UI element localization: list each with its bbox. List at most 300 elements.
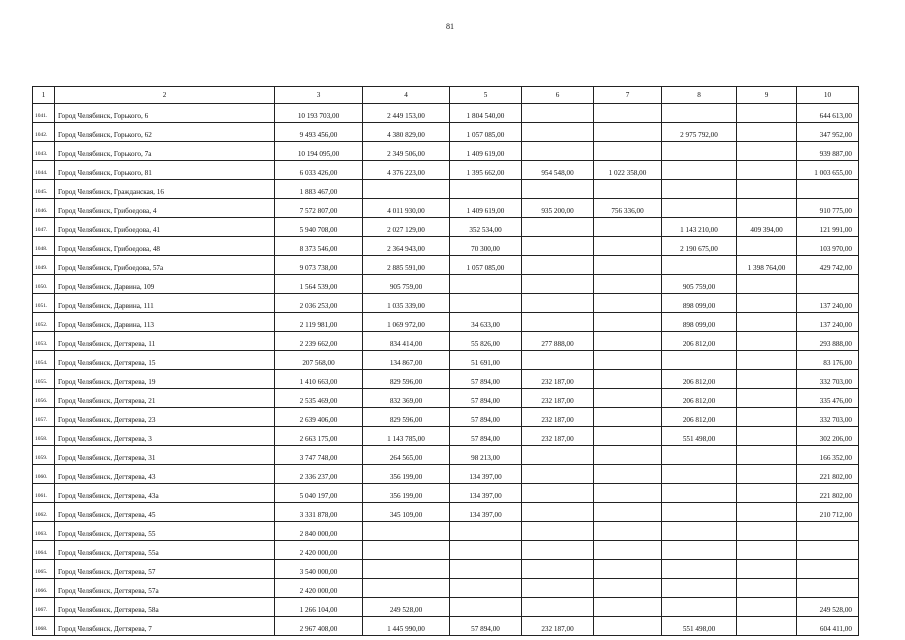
amount-cell [737, 465, 797, 484]
address-cell: Город Челябинск, Грибоедова, 41 [55, 218, 275, 237]
address-cell: Город Челябинск, Дегтярева, 58а [55, 598, 275, 617]
amount-cell: 134 867,00 [363, 351, 450, 370]
amount-cell: 2 420 000,00 [275, 541, 363, 560]
row-number-cell: 1050. [33, 275, 55, 294]
amount-cell: 221 802,00 [797, 484, 859, 503]
column-header-10: 10 [797, 87, 859, 104]
table-row [33, 256, 859, 275]
amount-cell: 103 970,00 [797, 237, 859, 256]
amount-cell: 2 190 675,00 [662, 237, 737, 256]
amount-cell [662, 180, 737, 199]
amount-cell [594, 180, 662, 199]
row-number-cell: 1054. [33, 351, 55, 370]
amount-cell: 2 885 591,00 [363, 256, 450, 275]
amount-cell [797, 579, 859, 598]
amount-cell: 2 420 000,00 [275, 579, 363, 598]
amount-cell: 264 565,00 [363, 446, 450, 465]
row-number-cell: 1045. [33, 180, 55, 199]
table-row [33, 218, 859, 237]
amount-cell: 829 596,00 [363, 370, 450, 389]
amount-cell [797, 560, 859, 579]
address-cell: Город Челябинск, Дегтярева, 15 [55, 351, 275, 370]
row-number-cell: 1067. [33, 598, 55, 617]
amount-cell [737, 275, 797, 294]
amount-cell: 121 991,00 [797, 218, 859, 237]
page-number: 81 [446, 22, 454, 31]
amount-cell [737, 370, 797, 389]
amount-cell [737, 541, 797, 560]
amount-cell: 1 409 619,00 [450, 142, 522, 161]
amount-cell [522, 522, 594, 541]
address-cell: Город Челябинск, Дегтярева, 45 [55, 503, 275, 522]
row-number-cell: 1043. [33, 142, 55, 161]
amount-cell: 1 410 663,00 [275, 370, 363, 389]
amount-cell [594, 123, 662, 142]
amount-cell [522, 351, 594, 370]
column-header-9: 9 [737, 87, 797, 104]
amount-cell: 206 812,00 [662, 370, 737, 389]
amount-cell [363, 180, 450, 199]
row-number-cell: 1059. [33, 446, 55, 465]
amount-cell: 210 712,00 [797, 503, 859, 522]
amount-cell: 898 099,00 [662, 313, 737, 332]
amount-cell [522, 598, 594, 617]
amount-cell [662, 104, 737, 123]
amount-cell: 2 119 981,00 [275, 313, 363, 332]
table-row [33, 142, 859, 161]
table-row [33, 579, 859, 598]
address-cell: Город Челябинск, Дегтярева, 31 [55, 446, 275, 465]
amount-cell: 2 663 175,00 [275, 427, 363, 446]
address-cell: Город Челябинск, Грибоедова, 57а [55, 256, 275, 275]
amount-cell [662, 446, 737, 465]
table-row [33, 332, 859, 351]
amount-cell [737, 560, 797, 579]
amount-cell: 1 022 358,00 [594, 161, 662, 180]
amount-cell: 2 449 153,00 [363, 104, 450, 123]
row-number-cell: 1063. [33, 522, 55, 541]
amount-cell [662, 142, 737, 161]
amount-cell [522, 237, 594, 256]
table-row [33, 484, 859, 503]
amount-cell: 898 099,00 [662, 294, 737, 313]
amount-cell: 1 445 990,00 [363, 617, 450, 636]
amount-cell: 332 703,00 [797, 370, 859, 389]
amount-cell [450, 180, 522, 199]
address-cell: Город Челябинск, Дегтярева, 7 [55, 617, 275, 636]
amount-cell [363, 579, 450, 598]
amount-cell [737, 598, 797, 617]
amount-cell [737, 579, 797, 598]
amount-cell: 134 397,00 [450, 503, 522, 522]
amount-cell [594, 389, 662, 408]
table-row [33, 503, 859, 522]
row-number-cell: 1065. [33, 560, 55, 579]
table-row [33, 123, 859, 142]
column-header-4: 4 [363, 87, 450, 104]
amount-cell [662, 598, 737, 617]
table-row [33, 465, 859, 484]
amount-cell [662, 579, 737, 598]
amount-cell: 5 940 708,00 [275, 218, 363, 237]
address-cell: Город Челябинск, Дарвина, 109 [55, 275, 275, 294]
amount-cell: 829 596,00 [363, 408, 450, 427]
amount-cell [594, 598, 662, 617]
amount-cell: 2 967 408,00 [275, 617, 363, 636]
amount-cell [662, 351, 737, 370]
amount-cell: 345 109,00 [363, 503, 450, 522]
row-number-cell: 1066. [33, 579, 55, 598]
table-row [33, 237, 859, 256]
amount-cell [522, 275, 594, 294]
amount-cell: 9 073 738,00 [275, 256, 363, 275]
amount-cell [522, 465, 594, 484]
amount-cell: 4 380 829,00 [363, 123, 450, 142]
amount-cell [737, 123, 797, 142]
row-number-cell: 1058. [33, 427, 55, 446]
amount-cell [594, 237, 662, 256]
amount-cell: 2 639 406,00 [275, 408, 363, 427]
amount-cell [522, 484, 594, 503]
row-number-cell: 1053. [33, 332, 55, 351]
row-number-cell: 1068. [33, 617, 55, 636]
table-row [33, 161, 859, 180]
amount-cell [737, 446, 797, 465]
column-header-5: 5 [450, 87, 522, 104]
table-body [33, 104, 859, 636]
table-row [33, 446, 859, 465]
amount-cell: 249 528,00 [797, 598, 859, 617]
amount-cell [737, 237, 797, 256]
amount-cell: 756 336,00 [594, 199, 662, 218]
address-cell: Город Челябинск, Дегтярева, 55а [55, 541, 275, 560]
amount-cell [594, 446, 662, 465]
address-cell: Город Челябинск, Дегтярева, 11 [55, 332, 275, 351]
amount-cell [737, 484, 797, 503]
row-number-cell: 1057. [33, 408, 55, 427]
column-header-2: 2 [55, 87, 275, 104]
amount-cell [450, 294, 522, 313]
amount-cell [662, 256, 737, 275]
amount-cell [363, 522, 450, 541]
row-number-cell: 1042. [33, 123, 55, 142]
amount-cell [737, 199, 797, 218]
row-number-cell: 1052. [33, 313, 55, 332]
table-row [33, 104, 859, 123]
amount-cell [737, 427, 797, 446]
amount-cell [363, 541, 450, 560]
amount-cell [594, 427, 662, 446]
amount-cell [737, 617, 797, 636]
address-cell: Город Челябинск, Горького, 81 [55, 161, 275, 180]
amount-cell: 1 143 210,00 [662, 218, 737, 237]
amount-cell: 1 409 619,00 [450, 199, 522, 218]
table-row [33, 294, 859, 313]
amount-cell [737, 313, 797, 332]
amount-cell: 644 613,00 [797, 104, 859, 123]
amount-cell [594, 579, 662, 598]
amount-cell [450, 598, 522, 617]
amount-cell: 2 027 129,00 [363, 218, 450, 237]
amount-cell: 551 498,00 [662, 427, 737, 446]
table-row [33, 199, 859, 218]
amount-cell: 57 894,00 [450, 370, 522, 389]
row-number-cell: 1049. [33, 256, 55, 275]
amount-cell: 137 240,00 [797, 313, 859, 332]
amount-cell: 2 840 000,00 [275, 522, 363, 541]
amount-cell [594, 522, 662, 541]
amount-cell [594, 465, 662, 484]
column-header-6: 6 [522, 87, 594, 104]
amount-cell [594, 617, 662, 636]
table-row [33, 541, 859, 560]
amount-cell: 293 888,00 [797, 332, 859, 351]
amount-cell [662, 541, 737, 560]
address-cell: Город Челябинск, Дегтярева, 55 [55, 522, 275, 541]
row-number-cell: 1046. [33, 199, 55, 218]
amount-cell: 277 888,00 [522, 332, 594, 351]
amount-cell: 335 476,00 [797, 389, 859, 408]
amount-cell: 206 812,00 [662, 389, 737, 408]
row-number-cell: 1062. [33, 503, 55, 522]
row-number-cell: 1041. [33, 104, 55, 123]
amount-cell: 834 414,00 [363, 332, 450, 351]
amount-cell: 2 336 237,00 [275, 465, 363, 484]
amount-cell: 10 193 703,00 [275, 104, 363, 123]
amount-cell: 905 759,00 [662, 275, 737, 294]
table-row [33, 522, 859, 541]
address-cell: Город Челябинск, Дегтярева, 43а [55, 484, 275, 503]
amount-cell: 232 187,00 [522, 389, 594, 408]
amount-cell [594, 313, 662, 332]
table-row [33, 560, 859, 579]
amount-cell: 232 187,00 [522, 427, 594, 446]
table-row [33, 313, 859, 332]
amount-cell [594, 408, 662, 427]
amount-cell: 1 035 339,00 [363, 294, 450, 313]
amount-cell: 51 691,00 [450, 351, 522, 370]
amount-cell: 1 057 085,00 [450, 123, 522, 142]
amount-cell: 4 011 930,00 [363, 199, 450, 218]
table-row [33, 617, 859, 636]
amount-cell: 2 364 943,00 [363, 237, 450, 256]
amount-cell [594, 370, 662, 389]
amount-cell: 2 239 662,00 [275, 332, 363, 351]
amount-cell [522, 313, 594, 332]
amount-cell: 1 069 972,00 [363, 313, 450, 332]
amount-cell: 134 397,00 [450, 484, 522, 503]
amount-cell [450, 541, 522, 560]
amount-cell [737, 503, 797, 522]
amount-cell: 4 376 223,00 [363, 161, 450, 180]
amount-cell: 5 040 197,00 [275, 484, 363, 503]
table-row [33, 180, 859, 199]
amount-cell: 1 398 764,00 [737, 256, 797, 275]
amount-cell [662, 560, 737, 579]
amount-cell: 206 812,00 [662, 408, 737, 427]
amount-cell: 206 812,00 [662, 332, 737, 351]
amount-cell [522, 123, 594, 142]
amount-cell: 98 213,00 [450, 446, 522, 465]
address-cell: Город Челябинск, Дегтярева, 21 [55, 389, 275, 408]
address-cell: Город Челябинск, Дегтярева, 23 [55, 408, 275, 427]
amount-cell [662, 161, 737, 180]
amount-cell [737, 104, 797, 123]
amount-cell [594, 294, 662, 313]
budget-table [32, 86, 859, 636]
amount-cell [522, 256, 594, 275]
amount-cell: 910 775,00 [797, 199, 859, 218]
amount-cell [522, 294, 594, 313]
amount-cell [737, 408, 797, 427]
amount-cell [737, 522, 797, 541]
amount-cell [450, 579, 522, 598]
address-cell: Город Челябинск, Дегтярева, 57 [55, 560, 275, 579]
column-header-7: 7 [594, 87, 662, 104]
amount-cell [797, 522, 859, 541]
amount-cell: 221 802,00 [797, 465, 859, 484]
amount-cell: 1 804 540,00 [450, 104, 522, 123]
table-row [33, 427, 859, 446]
amount-cell [737, 142, 797, 161]
amount-cell: 34 633,00 [450, 313, 522, 332]
amount-cell: 832 369,00 [363, 389, 450, 408]
amount-cell: 2 349 506,00 [363, 142, 450, 161]
amount-cell: 352 534,00 [450, 218, 522, 237]
amount-cell: 57 894,00 [450, 408, 522, 427]
amount-cell [797, 541, 859, 560]
amount-cell: 3 540 000,00 [275, 560, 363, 579]
amount-cell: 1 057 085,00 [450, 256, 522, 275]
amount-cell: 1 564 539,00 [275, 275, 363, 294]
amount-cell: 1 266 104,00 [275, 598, 363, 617]
amount-cell [594, 351, 662, 370]
address-cell: Город Челябинск, Горького, 6 [55, 104, 275, 123]
amount-cell: 232 187,00 [522, 370, 594, 389]
amount-cell [662, 199, 737, 218]
amount-cell: 57 894,00 [450, 389, 522, 408]
row-number-cell: 1047. [33, 218, 55, 237]
amount-cell: 356 199,00 [363, 484, 450, 503]
amount-cell: 954 548,00 [522, 161, 594, 180]
amount-cell: 207 568,00 [275, 351, 363, 370]
row-number-cell: 1044. [33, 161, 55, 180]
amount-cell [522, 218, 594, 237]
amount-cell: 6 033 426,00 [275, 161, 363, 180]
address-cell: Город Челябинск, Дегтярева, 19 [55, 370, 275, 389]
address-cell: Город Челябинск, Гражданская, 16 [55, 180, 275, 199]
amount-cell [522, 503, 594, 522]
row-number-cell: 1060. [33, 465, 55, 484]
amount-cell [450, 275, 522, 294]
amount-cell [594, 503, 662, 522]
amount-cell [737, 180, 797, 199]
row-number-cell: 1051. [33, 294, 55, 313]
amount-cell [594, 484, 662, 503]
amount-cell [522, 180, 594, 199]
amount-cell [737, 161, 797, 180]
amount-cell: 429 742,00 [797, 256, 859, 275]
amount-cell: 10 194 095,00 [275, 142, 363, 161]
table-row [33, 370, 859, 389]
amount-cell: 137 240,00 [797, 294, 859, 313]
amount-cell: 905 759,00 [363, 275, 450, 294]
amount-cell: 9 493 456,00 [275, 123, 363, 142]
row-number-cell: 1055. [33, 370, 55, 389]
amount-cell: 83 176,00 [797, 351, 859, 370]
amount-cell: 57 894,00 [450, 427, 522, 446]
amount-cell [594, 142, 662, 161]
table-row [33, 598, 859, 617]
amount-cell [594, 560, 662, 579]
address-cell: Город Челябинск, Грибоедова, 48 [55, 237, 275, 256]
amount-cell [737, 351, 797, 370]
amount-cell: 55 826,00 [450, 332, 522, 351]
amount-cell: 57 894,00 [450, 617, 522, 636]
amount-cell: 302 206,00 [797, 427, 859, 446]
amount-cell [522, 560, 594, 579]
amount-cell: 2 036 253,00 [275, 294, 363, 313]
amount-cell: 232 187,00 [522, 408, 594, 427]
amount-cell [662, 465, 737, 484]
address-cell: Город Челябинск, Дегтярева, 43 [55, 465, 275, 484]
amount-cell: 1 003 655,00 [797, 161, 859, 180]
amount-cell [737, 389, 797, 408]
table-row [33, 351, 859, 370]
amount-cell [737, 332, 797, 351]
column-header-3: 3 [275, 87, 363, 104]
amount-cell: 347 952,00 [797, 123, 859, 142]
row-number-cell: 1048. [33, 237, 55, 256]
amount-cell [594, 275, 662, 294]
amount-cell [662, 503, 737, 522]
table-row [33, 275, 859, 294]
table-header-row [33, 87, 859, 104]
table-row [33, 408, 859, 427]
amount-cell [522, 142, 594, 161]
amount-cell [737, 294, 797, 313]
address-cell: Город Челябинск, Горького, 7а [55, 142, 275, 161]
amount-cell [594, 332, 662, 351]
amount-cell [594, 218, 662, 237]
row-number-cell: 1064. [33, 541, 55, 560]
address-cell: Город Челябинск, Грибоедова, 4 [55, 199, 275, 218]
address-cell: Город Челябинск, Дегтярева, 57а [55, 579, 275, 598]
amount-cell [363, 560, 450, 579]
amount-cell: 2 535 469,00 [275, 389, 363, 408]
amount-cell [522, 579, 594, 598]
amount-cell: 551 498,00 [662, 617, 737, 636]
amount-cell [450, 560, 522, 579]
amount-cell [594, 256, 662, 275]
amount-cell: 70 300,00 [450, 237, 522, 256]
amount-cell [797, 180, 859, 199]
amount-cell: 249 528,00 [363, 598, 450, 617]
amount-cell [594, 104, 662, 123]
amount-cell: 939 887,00 [797, 142, 859, 161]
amount-cell: 935 200,00 [522, 199, 594, 218]
amount-cell: 166 352,00 [797, 446, 859, 465]
amount-cell [450, 522, 522, 541]
amount-cell: 332 703,00 [797, 408, 859, 427]
amount-cell: 3 747 748,00 [275, 446, 363, 465]
amount-cell [522, 446, 594, 465]
row-number-cell: 1061. [33, 484, 55, 503]
amount-cell [662, 522, 737, 541]
amount-cell [594, 541, 662, 560]
amount-cell [522, 104, 594, 123]
row-number-cell: 1056. [33, 389, 55, 408]
